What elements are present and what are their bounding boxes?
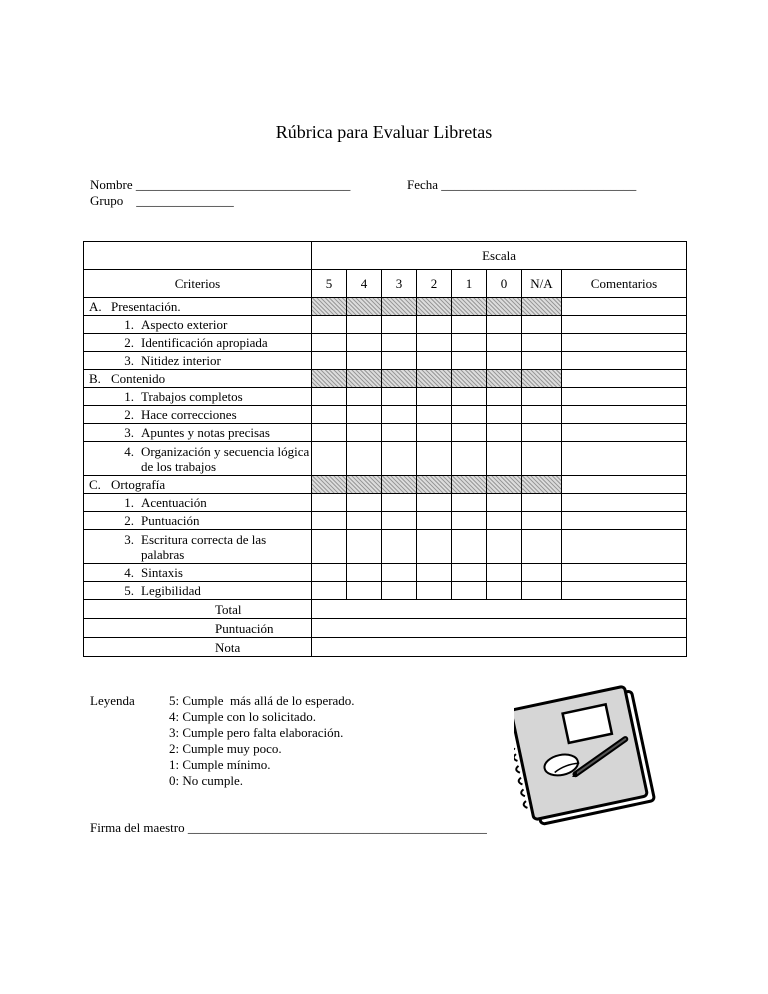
score-cell[interactable] <box>417 352 452 370</box>
criterion-text: Acentuación <box>141 495 207 510</box>
legend-item: 3: Cumple pero falta elaboración. <box>169 725 344 740</box>
legend-item: 0: No cumple. <box>169 773 244 788</box>
footer-label-cell <box>84 638 312 657</box>
shaded-cell <box>312 476 347 494</box>
comment-cell[interactable] <box>562 298 687 316</box>
comment-cell[interactable] <box>562 334 687 352</box>
shaded-cell <box>312 370 347 388</box>
criterios-header: Criterios <box>84 270 312 298</box>
score-cell[interactable] <box>382 530 417 564</box>
score-cell[interactable] <box>487 564 522 582</box>
section-letter: C. <box>89 477 101 492</box>
shaded-cell <box>417 476 452 494</box>
score-cell[interactable] <box>347 582 382 600</box>
score-cell[interactable] <box>347 442 382 476</box>
criterion-row <box>84 512 687 530</box>
criterion-text: Puntuación <box>141 513 200 528</box>
score-cell[interactable] <box>312 530 347 564</box>
score-cell[interactable] <box>522 424 562 442</box>
score-cell[interactable] <box>522 334 562 352</box>
footer-label: Nota <box>215 639 241 655</box>
score-cell[interactable] <box>487 494 522 512</box>
page-title: Rúbrica para Evaluar Libretas <box>275 122 493 142</box>
criterion-number: 3. <box>124 425 134 440</box>
shaded-cell <box>522 298 562 316</box>
comment-cell[interactable] <box>562 370 687 388</box>
shaded-cell <box>312 298 347 316</box>
score-cell[interactable] <box>382 352 417 370</box>
score-cell[interactable] <box>452 512 487 530</box>
score-cell[interactable] <box>487 530 522 564</box>
criterion-text: Organización y secuencia lógica de los trabajos <box>141 443 310 474</box>
criterion-row <box>84 334 687 352</box>
criterion-number: 1. <box>124 495 134 510</box>
score-cell[interactable] <box>382 582 417 600</box>
score-cell[interactable] <box>347 564 382 582</box>
score-cell[interactable] <box>312 334 347 352</box>
criterion-text: Apuntes y notas precisas <box>141 425 270 440</box>
criterion-row <box>84 352 687 370</box>
rubric-table <box>83 241 687 657</box>
criterion-label <box>84 406 312 424</box>
shaded-cell <box>347 370 382 388</box>
score-cell[interactable] <box>452 406 487 424</box>
criterion-label <box>84 316 312 334</box>
footer-label-cell <box>84 600 312 619</box>
score-cell[interactable] <box>347 494 382 512</box>
criterion-row <box>84 442 687 476</box>
score-cell[interactable] <box>417 316 452 334</box>
section-label <box>84 370 312 388</box>
section-row <box>84 476 687 494</box>
criterion-label <box>84 582 312 600</box>
criterion-number: 5. <box>124 583 134 598</box>
score-cell[interactable] <box>347 406 382 424</box>
criterion-label <box>84 564 312 582</box>
legend-item: 4: Cumple con lo solicitado. <box>169 709 316 724</box>
scale-header-row <box>84 242 687 270</box>
footer-row <box>84 619 687 638</box>
column-header-row <box>84 270 687 298</box>
scale-header-na: N/A <box>522 270 562 298</box>
footer-value-cell[interactable] <box>312 600 687 619</box>
criterion-text: Sintaxis <box>141 565 183 580</box>
empty-cell <box>84 242 312 270</box>
score-cell[interactable] <box>347 424 382 442</box>
section-row <box>84 298 687 316</box>
grupo-field[interactable]: Grupo _______________ <box>90 193 234 208</box>
score-cell[interactable] <box>452 334 487 352</box>
score-cell[interactable] <box>312 494 347 512</box>
scale-header-4: 4 <box>347 270 382 298</box>
score-cell[interactable] <box>417 442 452 476</box>
score-cell[interactable] <box>452 316 487 334</box>
criterion-label <box>84 388 312 406</box>
legend-item: 1: Cumple mínimo. <box>169 757 271 772</box>
score-cell[interactable] <box>417 424 452 442</box>
score-cell[interactable] <box>312 388 347 406</box>
score-cell[interactable] <box>417 406 452 424</box>
score-cell[interactable] <box>522 388 562 406</box>
comment-cell[interactable] <box>562 476 687 494</box>
score-cell[interactable] <box>452 442 487 476</box>
section-title: Contenido <box>111 371 166 386</box>
score-cell[interactable] <box>522 406 562 424</box>
score-cell[interactable] <box>487 316 522 334</box>
section-row <box>84 370 687 388</box>
comment-cell[interactable] <box>562 512 687 530</box>
score-cell[interactable] <box>522 494 562 512</box>
shaded-cell <box>382 298 417 316</box>
criterion-label <box>84 442 312 476</box>
legend-item: 2: Cumple muy poco. <box>169 741 282 756</box>
score-cell[interactable] <box>382 316 417 334</box>
comment-cell[interactable] <box>562 406 687 424</box>
comentarios-header: Comentarios <box>562 270 687 298</box>
shaded-cell <box>382 370 417 388</box>
legend-item: 5: Cumple más allá de lo esperado. <box>169 693 355 708</box>
comment-cell[interactable] <box>562 582 687 600</box>
criterion-row <box>84 582 687 600</box>
score-cell[interactable] <box>452 564 487 582</box>
shaded-cell <box>452 298 487 316</box>
score-cell[interactable] <box>347 316 382 334</box>
score-cell[interactable] <box>417 582 452 600</box>
score-cell[interactable] <box>382 512 417 530</box>
comment-cell[interactable] <box>562 352 687 370</box>
criterion-row <box>84 388 687 406</box>
score-cell[interactable] <box>347 530 382 564</box>
score-cell[interactable] <box>312 352 347 370</box>
score-cell[interactable] <box>382 564 417 582</box>
section-label <box>84 476 312 494</box>
escala-header: Escala <box>312 242 687 270</box>
criterion-number: 1. <box>124 389 134 404</box>
footer-value-cell[interactable] <box>312 638 687 657</box>
legend-label: Leyenda <box>90 693 135 708</box>
score-cell[interactable] <box>347 352 382 370</box>
score-cell[interactable] <box>382 388 417 406</box>
criterion-row <box>84 424 687 442</box>
criterion-number: 1. <box>124 317 134 332</box>
shaded-cell <box>487 476 522 494</box>
shaded-cell <box>487 370 522 388</box>
score-cell[interactable] <box>487 512 522 530</box>
score-cell[interactable] <box>382 442 417 476</box>
comment-cell[interactable] <box>562 424 687 442</box>
shaded-cell <box>522 370 562 388</box>
criterion-text: Identificación apropiada <box>141 335 268 350</box>
score-cell[interactable] <box>487 582 522 600</box>
score-cell[interactable] <box>312 406 347 424</box>
shaded-cell <box>347 298 382 316</box>
criterion-number: 2. <box>124 407 134 422</box>
criterion-number: 2. <box>124 335 134 350</box>
footer-label-cell <box>84 619 312 638</box>
criterion-number: 3. <box>124 531 134 547</box>
score-cell[interactable] <box>522 564 562 582</box>
shaded-cell <box>417 298 452 316</box>
score-cell[interactable] <box>382 406 417 424</box>
scale-header-3: 3 <box>382 270 417 298</box>
section-title: Presentación. <box>111 299 181 314</box>
criterion-number: 4. <box>124 565 134 580</box>
score-cell[interactable] <box>312 424 347 442</box>
comment-cell[interactable] <box>562 442 687 476</box>
score-cell[interactable] <box>487 424 522 442</box>
criterion-row <box>84 494 687 512</box>
score-cell[interactable] <box>452 352 487 370</box>
shaded-cell <box>522 476 562 494</box>
criterion-text: Legibilidad <box>141 583 201 598</box>
scale-header-1: 1 <box>452 270 487 298</box>
score-cell[interactable] <box>522 512 562 530</box>
score-cell[interactable] <box>417 564 452 582</box>
comment-cell[interactable] <box>562 388 687 406</box>
score-cell[interactable] <box>487 388 522 406</box>
score-cell[interactable] <box>312 582 347 600</box>
criterion-text: Nitidez interior <box>141 353 221 368</box>
footer-label: Total <box>215 601 242 617</box>
section-title: Ortografía <box>111 477 166 492</box>
score-cell[interactable] <box>312 442 347 476</box>
shaded-cell <box>487 298 522 316</box>
score-cell[interactable] <box>522 442 562 476</box>
criterion-text: Hace correcciones <box>141 407 237 422</box>
footer-row <box>84 600 687 619</box>
criterion-number: 3. <box>124 353 134 368</box>
score-cell[interactable] <box>452 388 487 406</box>
criterion-label <box>84 494 312 512</box>
criterion-row <box>84 316 687 334</box>
score-cell[interactable] <box>452 530 487 564</box>
score-cell[interactable] <box>417 494 452 512</box>
score-cell[interactable] <box>487 352 522 370</box>
section-letter: B. <box>89 371 101 386</box>
legend-list <box>169 693 355 789</box>
footer-value-cell[interactable] <box>312 619 687 638</box>
section-letter: A. <box>89 299 102 314</box>
notebook-with-pen-icon <box>514 683 664 833</box>
criterion-label <box>84 530 312 564</box>
fecha-field[interactable]: Fecha ______________________________ <box>407 177 637 192</box>
score-cell[interactable] <box>452 494 487 512</box>
criterion-text: Trabajos completos <box>141 389 243 404</box>
comment-cell[interactable] <box>562 530 687 564</box>
score-cell[interactable] <box>417 388 452 406</box>
section-label <box>84 298 312 316</box>
criterion-label <box>84 512 312 530</box>
criterion-label <box>84 352 312 370</box>
footer-label: Puntuación <box>215 620 274 636</box>
shaded-cell <box>382 476 417 494</box>
score-cell[interactable] <box>522 316 562 334</box>
score-cell[interactable] <box>382 424 417 442</box>
score-cell[interactable] <box>487 442 522 476</box>
criterion-text: Aspecto exterior <box>141 317 228 332</box>
score-cell[interactable] <box>522 582 562 600</box>
comment-cell[interactable] <box>562 564 687 582</box>
comment-cell[interactable] <box>562 494 687 512</box>
criterion-label <box>84 424 312 442</box>
shaded-cell <box>452 476 487 494</box>
score-cell[interactable] <box>347 388 382 406</box>
score-cell[interactable] <box>417 530 452 564</box>
scale-header-2: 2 <box>417 270 452 298</box>
score-cell[interactable] <box>522 530 562 564</box>
shaded-cell <box>347 476 382 494</box>
score-cell[interactable] <box>487 406 522 424</box>
criterion-label <box>84 334 312 352</box>
score-cell[interactable] <box>347 512 382 530</box>
criterion-row <box>84 564 687 582</box>
criterion-number: 2. <box>124 513 134 528</box>
score-cell[interactable] <box>417 334 452 352</box>
score-cell[interactable] <box>452 582 487 600</box>
shaded-cell <box>417 370 452 388</box>
score-cell[interactable] <box>312 512 347 530</box>
score-cell[interactable] <box>382 334 417 352</box>
footer-row <box>84 638 687 657</box>
nombre-field[interactable]: Nombre _________________________________ <box>90 177 351 192</box>
score-cell[interactable] <box>487 334 522 352</box>
score-cell[interactable] <box>522 352 562 370</box>
signature-field[interactable]: Firma del maestro ______________________________________________ <box>90 820 487 835</box>
criterion-row <box>84 530 687 564</box>
scale-header-5: 5 <box>312 270 347 298</box>
score-cell[interactable] <box>312 316 347 334</box>
score-cell[interactable] <box>417 512 452 530</box>
criterion-text: Escritura correcta de las palabras <box>141 531 267 562</box>
score-cell[interactable] <box>347 334 382 352</box>
criterion-number: 4. <box>124 443 134 459</box>
shaded-cell <box>452 370 487 388</box>
comment-cell[interactable] <box>562 316 687 334</box>
score-cell[interactable] <box>452 424 487 442</box>
criterion-row <box>84 406 687 424</box>
score-cell[interactable] <box>382 494 417 512</box>
scale-header-0: 0 <box>487 270 522 298</box>
score-cell[interactable] <box>312 564 347 582</box>
